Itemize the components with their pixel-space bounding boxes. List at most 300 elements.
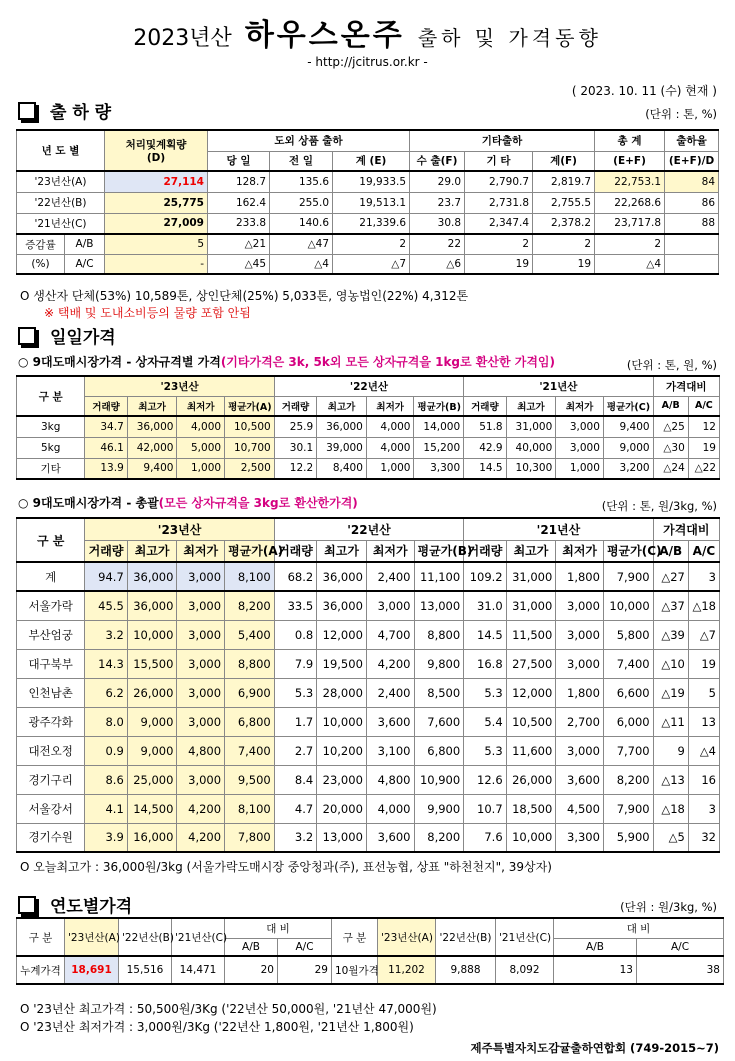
cell-value: 13 bbox=[688, 707, 719, 736]
cell-value: 13,000 bbox=[414, 591, 464, 620]
cell-value: 14.5 bbox=[464, 620, 506, 649]
cell-value: 2 bbox=[595, 234, 665, 254]
cell-value: 2 bbox=[333, 234, 410, 254]
header-rate-sub: (E+F)/D bbox=[665, 151, 719, 171]
market-label: 광주각화 bbox=[17, 707, 85, 736]
table-row bbox=[17, 416, 720, 437]
change-label: (%) bbox=[17, 254, 65, 274]
cell-value: 31,000 bbox=[506, 562, 556, 591]
cell-value: 14.5 bbox=[464, 458, 506, 479]
cell-value: 51.8 bbox=[464, 416, 506, 437]
header-avg: 평균가(A) bbox=[225, 396, 275, 416]
cell-value: 4.1 bbox=[85, 794, 127, 823]
cell-value: 4,000 bbox=[366, 794, 414, 823]
cell-value: 8,200 bbox=[225, 591, 275, 620]
cell-value: 46.1 bbox=[85, 437, 127, 458]
oct-ac: 38 bbox=[637, 956, 724, 984]
header-col: 거래량 bbox=[274, 540, 316, 562]
cell-value: 12.6 bbox=[464, 765, 506, 794]
cell-value: 2 bbox=[533, 234, 595, 254]
cell-value: 8,200 bbox=[603, 765, 653, 794]
cell-value: 3,000 bbox=[177, 649, 225, 678]
cell-value: 10,900 bbox=[414, 765, 464, 794]
table-row bbox=[17, 540, 720, 562]
cell-value: 3,000 bbox=[177, 591, 225, 620]
cell-value: 1,000 bbox=[177, 458, 225, 479]
cell-value: 233.8 bbox=[208, 213, 270, 234]
cell-value: 22,753.1 bbox=[595, 171, 665, 192]
cell-value: 22,268.6 bbox=[595, 192, 665, 213]
plan-value: 27,009 bbox=[105, 213, 208, 234]
cell-value: 1.7 bbox=[274, 707, 316, 736]
yearly-gu-right: 구 분 bbox=[332, 918, 378, 956]
cell-value: 10,000 bbox=[603, 591, 653, 620]
cell-value: 8.0 bbox=[85, 707, 127, 736]
cell-value: 3,600 bbox=[556, 765, 604, 794]
cell-value: 5,900 bbox=[603, 823, 653, 852]
cell-value: 7.9 bbox=[274, 649, 316, 678]
change-type: A/C bbox=[65, 254, 105, 274]
cell-value: 10,300 bbox=[506, 458, 556, 479]
header-col: 거래량 bbox=[464, 540, 506, 562]
header-avg: 평균가(B) bbox=[414, 396, 464, 416]
header-plan-d: (D) bbox=[146, 152, 166, 164]
cell-value: 13,000 bbox=[317, 823, 367, 852]
table-row bbox=[17, 620, 720, 649]
cell-value: △30 bbox=[653, 437, 688, 458]
market-label: 경기구리 bbox=[17, 765, 85, 794]
cell-value: 32 bbox=[688, 823, 719, 852]
cell-value: 36,000 bbox=[317, 562, 367, 591]
cell-value: 16.8 bbox=[464, 649, 506, 678]
cell-value: 12,000 bbox=[506, 678, 556, 707]
shipments-table bbox=[16, 129, 719, 275]
cell-value: 1,800 bbox=[556, 678, 604, 707]
header-total: 총 계 bbox=[595, 130, 665, 151]
header-y23: '23년산 bbox=[85, 518, 274, 540]
market-label: 인천남촌 bbox=[17, 678, 85, 707]
change-label: 증감률 bbox=[17, 234, 65, 254]
cell-value: 10,000 bbox=[506, 823, 556, 852]
cell-value: - bbox=[105, 254, 208, 274]
yearly-h21-left: '21년산(C) bbox=[172, 918, 225, 956]
cum-label: 누계가격 bbox=[17, 956, 65, 984]
cell-value: 13.9 bbox=[85, 458, 127, 479]
table-row bbox=[17, 192, 719, 213]
table-row bbox=[17, 562, 720, 591]
cell-value: 10,500 bbox=[506, 707, 556, 736]
cell-value: 19 bbox=[688, 649, 719, 678]
cell-value: 6,600 bbox=[603, 678, 653, 707]
cell-value: 7,400 bbox=[225, 736, 275, 765]
yearly-price-table bbox=[16, 917, 724, 985]
cell-value: 4,200 bbox=[177, 823, 225, 852]
cell-value: 30.1 bbox=[274, 437, 316, 458]
yearly-h22-right: '22년산(B) bbox=[436, 918, 496, 956]
header-y22: '22년산 bbox=[274, 518, 463, 540]
cell-value: 9,000 bbox=[603, 437, 653, 458]
market-label: 3kg bbox=[17, 416, 85, 437]
cell-value: 18,500 bbox=[506, 794, 556, 823]
cell-value: △5 bbox=[653, 823, 688, 852]
cell-value: 4,800 bbox=[366, 765, 414, 794]
market-label: 서울강서 bbox=[17, 794, 85, 823]
cell-value: 3,000 bbox=[556, 437, 604, 458]
market-label: 부산엄궁 bbox=[17, 620, 85, 649]
header-ab: A/B bbox=[653, 540, 688, 562]
sub2-highlight: (모든 상자규격을 3kg로 환산한가격) bbox=[158, 496, 358, 510]
cell-value: 23,717.8 bbox=[595, 213, 665, 234]
header-gu: 구 분 bbox=[17, 376, 85, 416]
producer-note: O 생산자 단체(53%) 10,589톤, 상인단체(25%) 5,033톤, 영농법인(22%) 4,312톤 bbox=[20, 289, 469, 303]
cell-value: 2,400 bbox=[366, 678, 414, 707]
cell-value: 19 bbox=[688, 437, 719, 458]
header-col: 최고가 bbox=[127, 540, 177, 562]
cell-value: 3,100 bbox=[366, 736, 414, 765]
cell-value: 7,800 bbox=[225, 823, 275, 852]
plan-value: 27,114 bbox=[105, 171, 208, 192]
cell-value: 3,000 bbox=[177, 562, 225, 591]
header-col: 최저가 bbox=[366, 540, 414, 562]
cell-value: 10,000 bbox=[317, 707, 367, 736]
header-y21: '21년산 bbox=[464, 376, 653, 396]
cell-value: 14.3 bbox=[85, 649, 127, 678]
cell-value: 2,378.2 bbox=[533, 213, 595, 234]
header-export: 수 출(F) bbox=[410, 151, 465, 171]
cell-value: 4,000 bbox=[177, 416, 225, 437]
cell-value: 31,000 bbox=[506, 416, 556, 437]
header-sum-f: 계(F) bbox=[533, 151, 595, 171]
table-row bbox=[17, 823, 720, 852]
cell-value: 8,100 bbox=[225, 562, 275, 591]
cell-value: 25,000 bbox=[127, 765, 177, 794]
market-label: 기타 bbox=[17, 458, 85, 479]
cell-value: 3,000 bbox=[177, 707, 225, 736]
cell-value: 5,800 bbox=[603, 620, 653, 649]
yearly-h22-left: '22년산(B) bbox=[119, 918, 172, 956]
market-label: 대전오정 bbox=[17, 736, 85, 765]
cell-value: 6,900 bbox=[225, 678, 275, 707]
cell-value: 36,000 bbox=[127, 562, 177, 591]
cell-value: 31.0 bbox=[464, 591, 506, 620]
header-col: 최고가 bbox=[506, 540, 556, 562]
cell-value: 42.9 bbox=[464, 437, 506, 458]
cell-value: 5,000 bbox=[177, 437, 225, 458]
cell-value: 10,000 bbox=[127, 620, 177, 649]
cell-value: 19,500 bbox=[317, 649, 367, 678]
report-date: ( 2023. 10. 11 (수) 현재 ) bbox=[571, 84, 717, 98]
cell-value: 20,000 bbox=[317, 794, 367, 823]
cell-value: 3,300 bbox=[556, 823, 604, 852]
cell-value: 5.3 bbox=[464, 678, 506, 707]
header-y23: '23년산 bbox=[85, 376, 274, 396]
checkbox-bullet-icon bbox=[18, 896, 36, 914]
yearly-daebi-right: 대 비 bbox=[554, 918, 724, 938]
title-rest: 출하 및 가격동향 bbox=[417, 26, 602, 50]
title-year: 2023년산 bbox=[133, 26, 232, 51]
cum-21: 14,471 bbox=[172, 956, 225, 984]
cell-value: 9,000 bbox=[127, 707, 177, 736]
cell-value: 135.6 bbox=[270, 171, 333, 192]
cell-value: △39 bbox=[653, 620, 688, 649]
header-col: 최저가 bbox=[177, 540, 225, 562]
oct-ab: 13 bbox=[554, 956, 637, 984]
header-col: 최고가 bbox=[506, 396, 556, 416]
cell-value: 27,500 bbox=[506, 649, 556, 678]
header-col: 거래량 bbox=[274, 396, 316, 416]
cell-value: 15,200 bbox=[414, 437, 464, 458]
yearly-h21-right: '21년산(C) bbox=[496, 918, 554, 956]
market-label: 경기수원 bbox=[17, 823, 85, 852]
cell-value: 8.4 bbox=[274, 765, 316, 794]
cell-value: △7 bbox=[688, 620, 719, 649]
cell-value: 7.6 bbox=[464, 823, 506, 852]
cell-value: 4,000 bbox=[366, 437, 414, 458]
cell-value: 28,000 bbox=[317, 678, 367, 707]
cell-value: 9,000 bbox=[127, 736, 177, 765]
cell-value: △10 bbox=[653, 649, 688, 678]
header-year: 년 도 별 bbox=[17, 130, 105, 171]
cell-value: 14,500 bbox=[127, 794, 177, 823]
header-col: 최고가 bbox=[317, 540, 367, 562]
table-row bbox=[17, 376, 720, 396]
cell-value: 3,200 bbox=[603, 458, 653, 479]
cell-value: 8,200 bbox=[414, 823, 464, 852]
cell-value: 0.9 bbox=[85, 736, 127, 765]
cell-value: 22 bbox=[410, 234, 465, 254]
cell-value: 5.3 bbox=[464, 736, 506, 765]
total-price-table bbox=[16, 517, 720, 853]
header-avg: 평균가(B) bbox=[414, 540, 464, 562]
cell-value: 4,500 bbox=[556, 794, 604, 823]
table-row bbox=[17, 254, 719, 274]
header-other: 기타출하 bbox=[410, 130, 595, 151]
cell-value: 7,700 bbox=[603, 736, 653, 765]
yearly-h23-right: '23년산(A) bbox=[378, 918, 436, 956]
cell-value: 31,000 bbox=[506, 591, 556, 620]
cell-value: 30.8 bbox=[410, 213, 465, 234]
cell-value: 21,339.6 bbox=[333, 213, 410, 234]
table-row bbox=[17, 591, 720, 620]
cell-value: 10.7 bbox=[464, 794, 506, 823]
cell-value: 5.3 bbox=[274, 678, 316, 707]
cell-value: 3,000 bbox=[366, 591, 414, 620]
year-label: '21년산(C) bbox=[17, 213, 105, 234]
cell-value: 33.5 bbox=[274, 591, 316, 620]
cell-value: 12.2 bbox=[274, 458, 316, 479]
cell-value: 1,800 bbox=[556, 562, 604, 591]
cell-value: 255.0 bbox=[270, 192, 333, 213]
table-row bbox=[17, 678, 720, 707]
cell-value: 4,700 bbox=[366, 620, 414, 649]
cell-value: △11 bbox=[653, 707, 688, 736]
cell-value: 7,900 bbox=[603, 562, 653, 591]
shipments-change-rows bbox=[17, 234, 719, 274]
header-ab: A/B bbox=[653, 396, 688, 416]
cell-value: 3,000 bbox=[556, 416, 604, 437]
header-cmp: 가격대비 bbox=[653, 376, 719, 396]
cell-value: 19 bbox=[533, 254, 595, 274]
yearly-max-note: O '23년산 최고가격 : 50,500원/3Kg ('22년산 50,000원, '21년산 47,000원) bbox=[20, 1002, 437, 1016]
header-prev: 전 일 bbox=[270, 151, 333, 171]
cell-value: 29.0 bbox=[410, 171, 465, 192]
cell-value: 26,000 bbox=[127, 678, 177, 707]
cell-value: 8,800 bbox=[225, 649, 275, 678]
header-y22: '22년산 bbox=[274, 376, 463, 396]
checkbox-bullet-icon bbox=[18, 102, 36, 120]
cell-value: 5 bbox=[688, 678, 719, 707]
cell-value: 8,500 bbox=[414, 678, 464, 707]
cell-value: △24 bbox=[653, 458, 688, 479]
cell-value: 40,000 bbox=[506, 437, 556, 458]
cell-value: 5.4 bbox=[464, 707, 506, 736]
cell-value: 4.7 bbox=[274, 794, 316, 823]
cell-value: 84 bbox=[665, 171, 719, 192]
today-max-note: O 오늘최고가 : 36,000원/3kg (서울가락도매시장 중앙청과(주), 표선농협, 상표 "하천천지", 39상자) bbox=[20, 860, 552, 874]
daily-unit-1: (단위 : 톤, 원, %) bbox=[626, 358, 717, 372]
cell-value bbox=[665, 254, 719, 274]
header-col: 최저가 bbox=[556, 396, 604, 416]
header-avg: 평균가(C) bbox=[603, 540, 653, 562]
market-label: 계 bbox=[17, 562, 85, 591]
cell-value: △18 bbox=[653, 794, 688, 823]
cell-value: 10,200 bbox=[317, 736, 367, 765]
cell-value: 12 bbox=[688, 416, 719, 437]
market-label: 대구북부 bbox=[17, 649, 85, 678]
cell-value: 11,500 bbox=[506, 620, 556, 649]
cell-value: △4 bbox=[270, 254, 333, 274]
cell-value: △27 bbox=[653, 562, 688, 591]
header-col: 거래량 bbox=[85, 396, 127, 416]
section-shipments-heading bbox=[18, 98, 111, 123]
yearly-ac-right: A/C bbox=[637, 938, 724, 956]
yearly-min-note: O '23년산 최저가격 : 3,000원/3Kg ('22년산 1,800원, '21년산 1,800원) bbox=[20, 1020, 414, 1034]
cell-value: 6,000 bbox=[603, 707, 653, 736]
cell-value: 3,300 bbox=[414, 458, 464, 479]
cell-value: 1,000 bbox=[556, 458, 604, 479]
cell-value: 9,900 bbox=[414, 794, 464, 823]
section-yearly-title: 연도별가격 bbox=[50, 897, 133, 917]
cell-value: 3 bbox=[688, 562, 719, 591]
oct-label: 10월가격 bbox=[332, 956, 378, 984]
cell-value: 2 bbox=[465, 234, 533, 254]
header-gu: 구 분 bbox=[17, 518, 85, 562]
cell-value: 162.4 bbox=[208, 192, 270, 213]
cell-value: 2,755.5 bbox=[533, 192, 595, 213]
shipments-unit: (단위 : 톤, %) bbox=[645, 107, 717, 121]
cell-value: 7,400 bbox=[603, 649, 653, 678]
cell-value: △4 bbox=[595, 254, 665, 274]
report-title bbox=[0, 10, 735, 54]
cell-value: 4,800 bbox=[177, 736, 225, 765]
table-row bbox=[17, 649, 720, 678]
header-col: 최저가 bbox=[177, 396, 225, 416]
checkbox-bullet-icon bbox=[18, 327, 36, 345]
yearly-h23-left: '23년산(A) bbox=[65, 918, 119, 956]
cell-value: 36,000 bbox=[127, 591, 177, 620]
cell-value: 7,900 bbox=[603, 794, 653, 823]
cell-value: 19,933.5 bbox=[333, 171, 410, 192]
cell-value: 34.7 bbox=[85, 416, 127, 437]
box-size-price-table bbox=[16, 375, 720, 480]
table-row bbox=[17, 213, 719, 234]
table-row bbox=[17, 171, 719, 192]
footer-org: 제주특별자치도감귤출하연합회 (749-2015~7) bbox=[470, 1041, 719, 1055]
cell-value: 26,000 bbox=[506, 765, 556, 794]
daily-unit-2: (단위 : 톤, 원/3kg, %) bbox=[601, 499, 717, 513]
cell-value: 109.2 bbox=[464, 562, 506, 591]
cell-value: 1,000 bbox=[366, 458, 414, 479]
change-type: A/B bbox=[65, 234, 105, 254]
cell-value: 3,000 bbox=[556, 649, 604, 678]
cum-ab: 20 bbox=[225, 956, 278, 984]
oct-22: 9,888 bbox=[436, 956, 496, 984]
cell-value: 3,000 bbox=[556, 736, 604, 765]
cell-value: 5 bbox=[105, 234, 208, 254]
cell-value: 12,000 bbox=[317, 620, 367, 649]
header-col: 거래량 bbox=[85, 540, 127, 562]
cell-value: 11,600 bbox=[506, 736, 556, 765]
table-row bbox=[17, 518, 720, 540]
cell-value: △37 bbox=[653, 591, 688, 620]
cell-value: 3,600 bbox=[366, 823, 414, 852]
sub1-highlight: (기타가격은 3k, 5k외 모든 상자규격을 1kg로 환산한 가격임) bbox=[220, 355, 556, 369]
header-col: 최저가 bbox=[556, 540, 604, 562]
cell-value: 6.2 bbox=[85, 678, 127, 707]
cell-value: 3,000 bbox=[177, 620, 225, 649]
cell-value: 140.6 bbox=[270, 213, 333, 234]
cell-value: 3,000 bbox=[556, 591, 604, 620]
cell-value: 3,000 bbox=[177, 765, 225, 794]
header-etc: 기 타 bbox=[465, 151, 533, 171]
header-avg: 평균가(A) bbox=[225, 540, 275, 562]
plan-value: 25,775 bbox=[105, 192, 208, 213]
table-row bbox=[17, 437, 720, 458]
cell-value: 3.9 bbox=[85, 823, 127, 852]
cell-value: 19,513.1 bbox=[333, 192, 410, 213]
cell-value: 68.2 bbox=[274, 562, 316, 591]
section-daily-title: 일일가격 bbox=[50, 328, 116, 348]
table-row bbox=[17, 794, 720, 823]
cell-value: 36,000 bbox=[127, 416, 177, 437]
cell-value: 6,800 bbox=[414, 736, 464, 765]
header-sum-e: 계 (E) bbox=[333, 151, 410, 171]
cell-value: 9,500 bbox=[225, 765, 275, 794]
cell-value: 4,200 bbox=[366, 649, 414, 678]
header-avg: 평균가(C) bbox=[603, 396, 653, 416]
market-label: 5kg bbox=[17, 437, 85, 458]
cell-value: △4 bbox=[688, 736, 719, 765]
cell-value: 9,400 bbox=[603, 416, 653, 437]
year-label: '22년산(B) bbox=[17, 192, 105, 213]
table-row bbox=[17, 736, 720, 765]
yearly-unit: (단위 : 원/3kg, %) bbox=[620, 900, 717, 914]
cell-value: 9 bbox=[653, 736, 688, 765]
cell-value: △7 bbox=[333, 254, 410, 274]
cell-value: 42,000 bbox=[127, 437, 177, 458]
cell-value: 3.2 bbox=[85, 620, 127, 649]
section-yearly-heading bbox=[18, 892, 132, 917]
site-url[interactable]: - http://jcitrus.or.kr - bbox=[307, 55, 428, 69]
market-label: 서울가락 bbox=[17, 591, 85, 620]
cell-value: 94.7 bbox=[85, 562, 127, 591]
cell-value: △25 bbox=[653, 416, 688, 437]
cell-value: 3,600 bbox=[366, 707, 414, 736]
table-row bbox=[17, 396, 720, 416]
cell-value: 9,400 bbox=[127, 458, 177, 479]
cell-value: 14,000 bbox=[414, 416, 464, 437]
cell-value: 0.8 bbox=[274, 620, 316, 649]
